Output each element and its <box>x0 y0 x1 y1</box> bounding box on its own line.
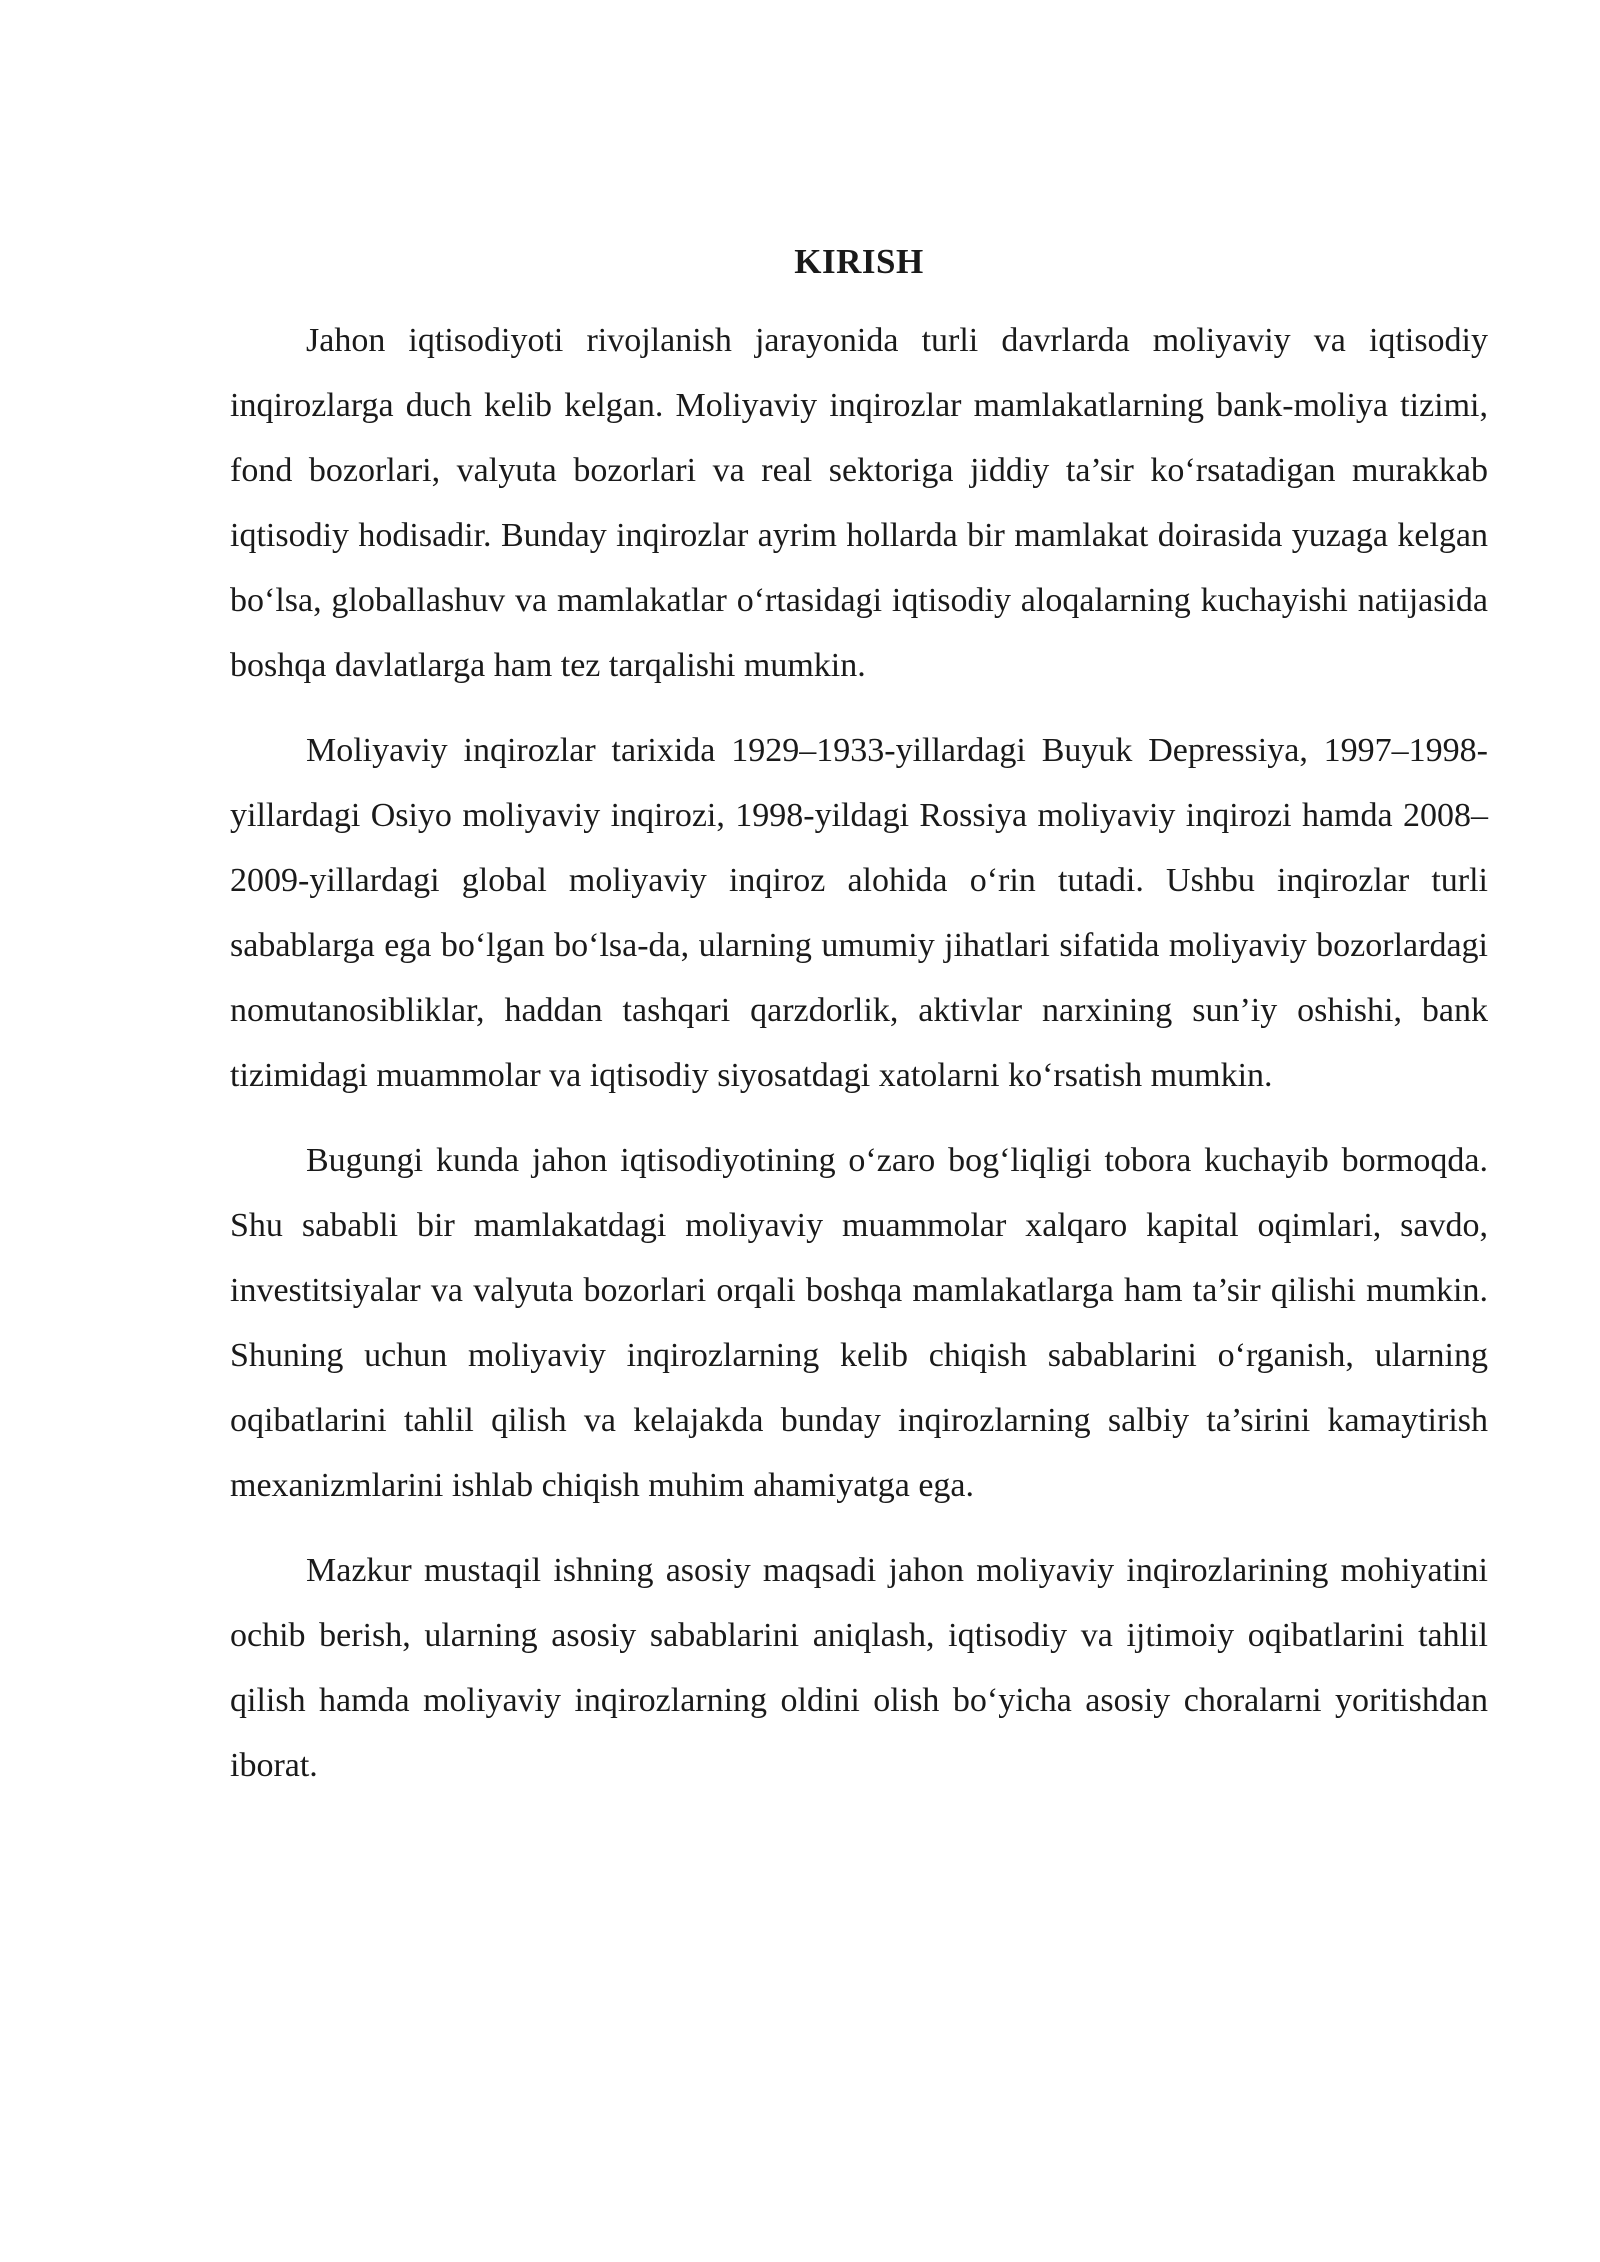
paragraph-1: Jahon iqtisodiyoti rivojlanish jarayonida turli davrlarda moliyaviy va iqtisodiy inqirozlarga duch kelib kelgan. Moliyaviy inqirozlar mamlakatlarning bank-moliya tizimi, fond bozorlari, valyuta bozorlari va real sektoriga jiddiy ta’sir ko‘rsatadigan murakkab iqtisodiy hodisadir. Bunday inqirozlar ayrim hollarda bir mamlakat doirasida yuzaga kelgan bo‘lsa, globallashuv va mamlakatlar o‘rtasidagi iqtisodiy aloqalarning kuchayishi natijasida boshqa davlatlarga ham tez tarqalishi mumkin. <box>230 322 1488 684</box>
document-body <box>230 236 1488 1818</box>
paragraph-3: Bugungi kunda jahon iqtisodiyotining o‘zaro bog‘liqligi tobora kuchayib bormoqda. Shu sababli bir mamlakatdagi moliyaviy muammolar xalqaro kapital oqimlari, savdo, investitsiyalar va valyuta bozorlari orqali boshqa mamlakatlarga ham ta’sir qilishi mumkin. Shuning uchun moliyaviy inqirozlarning kelib chiqish sabablarini o‘rganish, ularning oqibatlarini tahlil qilish va kelajakda bunday inqirozlarning salbiy ta’sirini kamaytirish mexanizmlarini ishlab chiqish muhim ahamiyatga ega. <box>230 1142 1488 1504</box>
paragraph-2: Moliyaviy inqirozlar tarixida 1929–1933-yillardagi Buyuk Depressiya, 1997–1998-yillardagi Osiyo moliyaviy inqirozi, 1998-yildagi Rossiya moliyaviy inqirozi hamda 2008–2009-yillardagi global moliyaviy inqiroz alohida o‘rin tutadi. Ushbu inqirozlar turli sabablarga ega bo‘lgan bo‘lsa-da, ularning umumiy jihatlari sifatida moliyaviy bozorlardagi nomutanosibliklar, haddan tashqari qarzdorlik, aktivlar narxining sun’iy oshishi, bank tizimidagi muammolar va iqtisodiy siyosatdagi xatolarni ko‘rsatish mumkin. <box>230 732 1488 1094</box>
section-title: KIRISH <box>794 242 924 281</box>
paragraph-4: Mazkur mustaqil ishning asosiy maqsadi jahon moliyaviy inqirozlarining mohiyatini ochib berish, ularning asosiy sabablarini aniqlash, iqtisodiy va ijtimoiy oqibatlarini tahlil qilish hamda moliyaviy inqirozlarning oldini olish bo‘yicha asosiy choralarni yoritishdan iborat. <box>230 1552 1488 1784</box>
